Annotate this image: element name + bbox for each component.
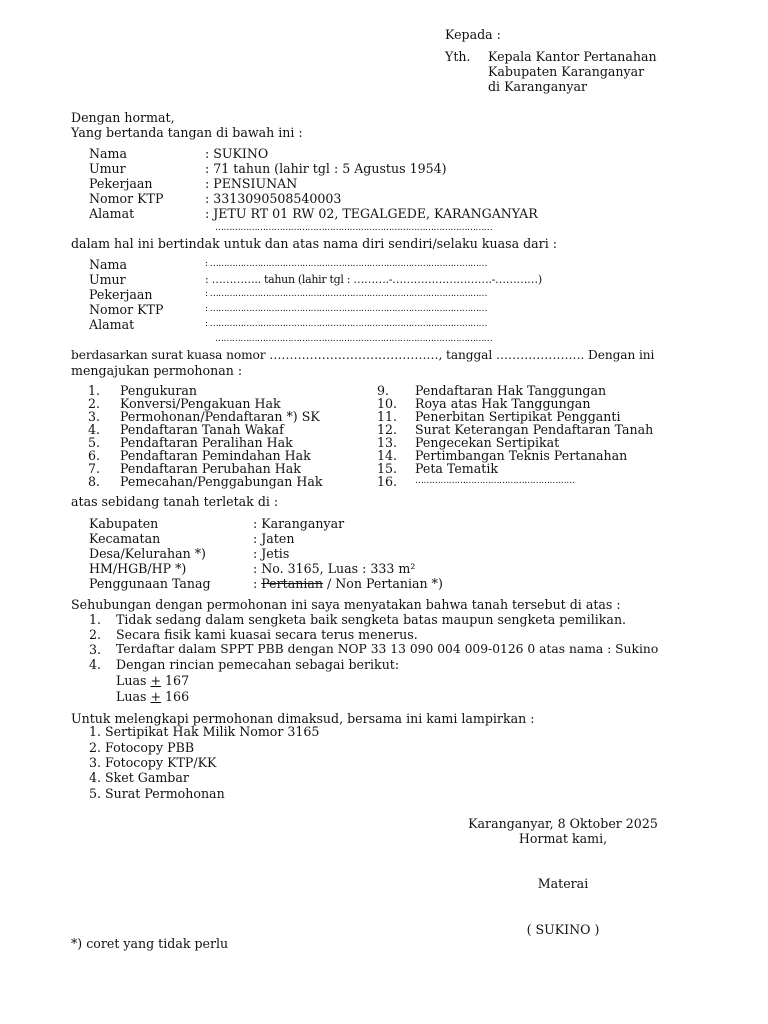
signature-block <box>438 816 688 936</box>
proxy-ktp-label: Nomor KTP <box>89 302 164 317</box>
proxy-umur-label: Umur <box>89 272 126 287</box>
request-num: 4. <box>88 422 101 437</box>
proxy-alamat-cont: ……………………………………………………………………………………… <box>215 334 493 344</box>
applicant-pekerjaan-value: : PENSIUNAN <box>205 176 298 191</box>
requests-right-list <box>377 383 697 503</box>
request-num: 9. <box>377 383 390 398</box>
request-text: Penerbitan Sertipikat Pengganti <box>415 409 621 424</box>
land-guna-colon: : <box>253 576 258 591</box>
proxy-block <box>89 257 689 347</box>
statement-num: 2. <box>89 627 102 642</box>
applicant-alamat-value: : JETU RT 01 RW 02, TEGALGEDE, KARANGANYAR <box>205 206 538 221</box>
recipient-line1: Kepala Kantor Pertanahan <box>488 49 657 64</box>
proxy-nama-value: : ……………………………………………………………………………………… <box>205 259 487 269</box>
land-kec-label: Kecamatan <box>89 531 161 546</box>
land-desa-value: : Jetis <box>253 546 290 561</box>
attachment-item: 5. Surat Permohonan <box>89 786 225 801</box>
land-guna-struck: Pertanian <box>261 576 323 591</box>
request-text: Roya atas Hak Tanggungan <box>415 396 591 411</box>
request-num: 13. <box>377 435 398 450</box>
greeting: Dengan hormat, <box>71 110 175 125</box>
applicant-nama-value: : SUKINO <box>205 146 269 161</box>
applicant-nama-label: Nama <box>89 146 127 161</box>
proxy-alamat-value: : ……………………………………………………………………………………… <box>205 319 487 329</box>
land-desa-label: Desa/Kelurahan *) <box>89 546 206 561</box>
land-kec-value: : Jaten <box>253 531 295 546</box>
statements-list <box>89 612 729 676</box>
attachment-item: 3. Fotocopy KTP/KK <box>89 755 217 770</box>
statement-num: 3. <box>89 642 102 657</box>
request-text: Pendaftaran Perubahan Hak <box>120 461 301 476</box>
land-guna-value <box>253 576 443 591</box>
proxy-nama-label: Nama <box>89 257 127 272</box>
attach-intro: Untuk melengkapi permohonan dimaksud, bersama ini kami lampirkan : <box>71 711 535 726</box>
split-prefix: Luas <box>116 689 147 704</box>
statement-text: Tidak sedang dalam sengketa baik sengketa batas maupun sengketa pemilikan. <box>116 612 627 627</box>
proxy-ktp-value: : ……………………………………………………………………………………… <box>205 304 487 314</box>
attachment-item: 4. Sket Gambar <box>89 770 189 785</box>
applicant-ktp-label: Nomor KTP <box>89 191 164 206</box>
request-text: Peta Tematik <box>415 461 498 476</box>
request-text: Surat Keterangan Pendaftaran Tanah <box>415 422 654 437</box>
land-intro: atas sebidang tanah terletak di : <box>71 494 279 509</box>
request-num: 15. <box>377 461 398 476</box>
request-text: Konversi/Pengakuan Hak <box>120 396 281 411</box>
request-num: 5. <box>88 435 101 450</box>
attachment-item: 2. Fotocopy PBB <box>89 740 195 755</box>
signature-closing: Hormat kami, <box>518 831 608 846</box>
attachment-item: 1. Sertipikat Hak Milik Nomor 3165 <box>89 724 320 739</box>
applicant-pekerjaan-label: Pekerjaan <box>89 176 153 191</box>
proxy-alamat-label: Alamat <box>89 317 135 332</box>
statement-text: Dengan rincian pemecahan sebagai berikut: <box>116 657 400 672</box>
split-item <box>116 673 189 688</box>
split-sign: + <box>150 689 162 704</box>
applicant-alamat-cont: ……………………………………………………………………………………… <box>215 223 493 233</box>
land-guna-label: Penggunaan Tanag <box>89 576 211 591</box>
statement-text: Secara fisik kami kuasai secara terus menerus. <box>116 627 418 642</box>
request-num: 16. <box>377 474 398 489</box>
request-text: Permohonan/Pendaftaran *) SK <box>120 409 320 424</box>
requests-left-list <box>88 383 378 503</box>
split-list <box>116 673 316 705</box>
basis-line1: berdasarkan surat kuasa nomor ……………………………………, tanggal …………………. Dengan ini <box>71 348 655 362</box>
request-num: 14. <box>377 448 398 463</box>
recipient-yth: Yth. <box>445 49 471 64</box>
request-num: 3. <box>88 409 101 424</box>
land-guna-rest: / Non Pertanian *) <box>327 576 443 591</box>
split-value: 167 <box>165 673 190 688</box>
recipient-line2: Kabupaten Karanganyar <box>488 64 645 79</box>
land-kab-value: : Karanganyar <box>253 516 345 531</box>
split-sign: + <box>150 673 162 688</box>
intro: Yang bertanda tangan di bawah ini : <box>71 125 303 140</box>
request-num: 10. <box>377 396 398 411</box>
footnote: *) coret yang tidak perlu <box>71 936 229 951</box>
signature-name: ( SUKINO ) <box>526 922 600 937</box>
request-text: Pertimbangan Teknis Pertanahan <box>415 448 628 463</box>
signature-materai: Materai <box>537 876 589 891</box>
attachments-list <box>89 724 489 804</box>
split-value: 166 <box>165 689 190 704</box>
proxy-pekerjaan-value: : ……………………………………………………………………………………… <box>205 289 487 299</box>
applicant-ktp-value: : 3313090508540003 <box>205 191 342 206</box>
signature-place-date: Karanganyar, 8 Oktober 2025 <box>468 816 658 831</box>
request-text: Pendaftaran Pemindahan Hak <box>120 448 311 463</box>
request-text: Pendaftaran Peralihan Hak <box>120 435 293 450</box>
land-hm-label: HM/HGB/HP *) <box>89 561 187 576</box>
land-kab-label: Kabupaten <box>89 516 159 531</box>
request-text: Pendaftaran Hak Tanggungan <box>415 383 607 398</box>
recipient-line3: di Karanganyar <box>488 79 587 94</box>
split-item <box>116 689 189 704</box>
split-prefix: Luas <box>116 673 147 688</box>
request-text: ………………………………………………… <box>415 476 575 486</box>
statement-num: 4. <box>89 657 102 672</box>
request-num: 11. <box>377 409 398 424</box>
basis-line2: mengajukan permohonan : <box>71 363 243 378</box>
request-text: Pemecahan/Penggabungan Hak <box>120 474 323 489</box>
applicant-umur-value: : 71 tahun (lahir tgl : 5 Agustus 1954) <box>205 161 447 176</box>
acting-statement: dalam hal ini bertindak untuk dan atas nama diri sendiri/selaku kuasa dari : <box>71 236 557 251</box>
recipient-kepada: Kepada : <box>445 27 501 42</box>
request-text: Pengukuran <box>120 383 198 398</box>
request-num: 6. <box>88 448 101 463</box>
applicant-alamat-label: Alamat <box>89 206 135 221</box>
statement-num: 1. <box>89 612 102 627</box>
request-num: 2. <box>88 396 101 411</box>
request-num: 8. <box>88 474 101 489</box>
land-hm-value: : No. 3165, Luas : 333 m² <box>253 561 416 576</box>
proxy-pekerjaan-label: Pekerjaan <box>89 287 153 302</box>
applicant-block <box>89 146 689 236</box>
request-num: 7. <box>88 461 101 476</box>
applicant-umur-label: Umur <box>89 161 126 176</box>
request-text: Pendaftaran Tanah Wakaf <box>120 422 284 437</box>
proxy-umur-value: : ………….. tahun (lahir tgl : ……….-……………………….-…………) <box>205 273 542 286</box>
statement-text: Terdaftar dalam SPPT PBB dengan NOP 33 13 090 004 009-0126 0 atas nama : Sukino <box>116 642 659 656</box>
request-num: 12. <box>377 422 398 437</box>
request-text: Pengecekan Sertipikat <box>415 435 560 450</box>
request-num: 1. <box>88 383 101 398</box>
statement-intro: Sehubungan dengan permohonan ini saya menyatakan bahwa tanah tersebut di atas : <box>71 597 621 612</box>
land-block <box>89 516 589 592</box>
